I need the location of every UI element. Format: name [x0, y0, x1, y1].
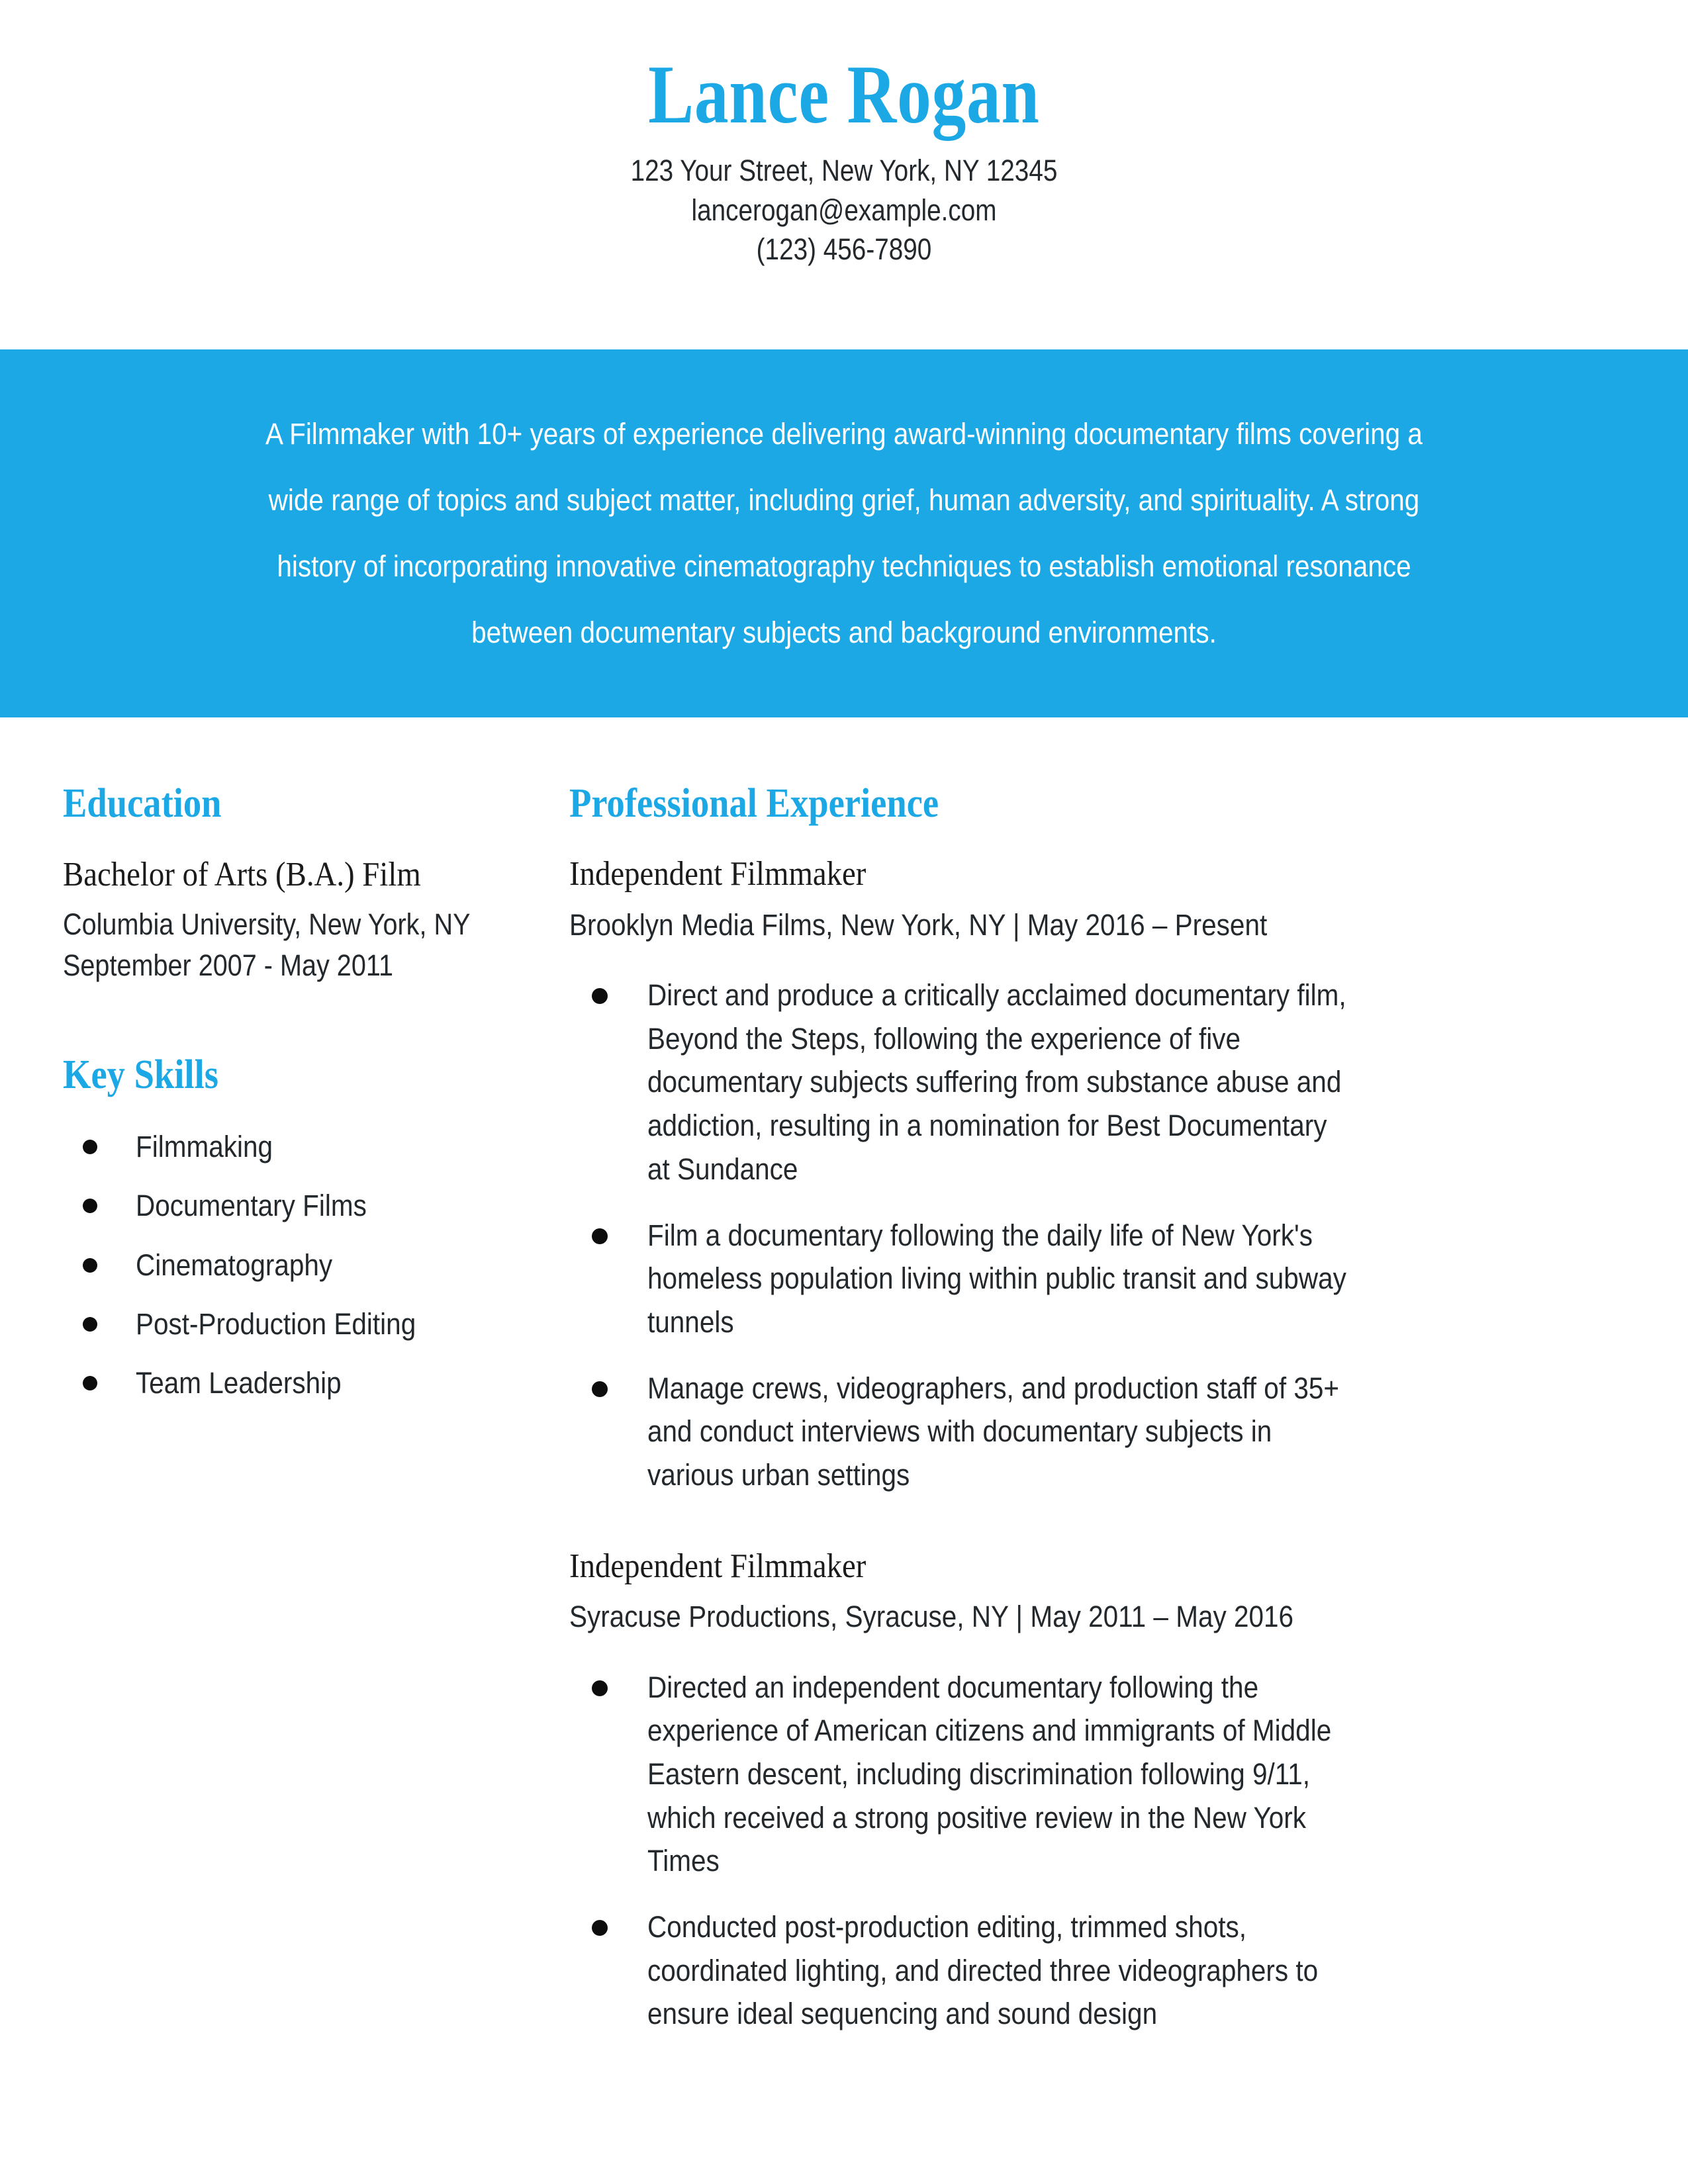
education-degree: Bachelor of Arts (B.A.) Film [63, 856, 421, 894]
list-item [63, 1125, 569, 1168]
education-school: Columbia University, New York, NY [63, 907, 471, 941]
list-item [569, 1666, 1430, 1883]
key-skills-section [63, 1052, 569, 1404]
education-entry [63, 854, 569, 986]
list-item [63, 1184, 569, 1227]
list-item [569, 1214, 1430, 1344]
resume-header [0, 0, 1688, 269]
bullet-dot-icon [592, 1680, 608, 1696]
job-bullet-text: Manage crews, videographers, and production staff of 35+ and conduct interviews with documentary subjects in various urban settings [647, 1371, 1340, 1492]
skill-label: Team Leadership [136, 1366, 342, 1400]
education-section [63, 781, 569, 986]
skill-label: Filmmaking [136, 1130, 273, 1163]
list-item [63, 1361, 569, 1404]
list-item [569, 974, 1430, 1191]
contact-block [0, 151, 1688, 269]
skill-label: Post-Production Editing [136, 1306, 416, 1341]
summary-text: A Filmmaker with 10+ years of experience delivering award-winning documentary films covering a wide range of topics and subject matter, including grief, human adversity, and spirituality. A strong history of incorporating innovative cinematography techniques to establish emotional resonance between documentary subjects and background environments. [265, 417, 1423, 649]
job-meta: Brooklyn Media Films, New York, NY | May 2016 – Present [569, 907, 1268, 942]
job-bullet-list [569, 1666, 1430, 2036]
experience-job [569, 1546, 1430, 2036]
bullet-dot-icon [83, 1140, 97, 1154]
bullet-dot-icon [83, 1199, 97, 1213]
list-item [569, 1367, 1430, 1497]
contact-email[interactable]: lancerogan@example.com [691, 193, 997, 227]
left-column [0, 781, 569, 1420]
right-column [569, 781, 1602, 2085]
education-heading: Education [63, 781, 222, 826]
key-skills-heading: Key Skills [63, 1052, 218, 1097]
contact-address: 123 Your Street, New York, NY 12345 [630, 154, 1058, 188]
contact-phone[interactable]: (123) 456-7890 [756, 232, 932, 267]
skill-label: Documentary Films [136, 1189, 367, 1223]
bullet-dot-icon [83, 1258, 97, 1273]
key-skills-list [63, 1125, 569, 1404]
education-dates: September 2007 - May 2011 [63, 948, 393, 982]
job-title: Independent Filmmaker [569, 1547, 867, 1585]
job-bullet-text: Film a documentary following the daily life of New York's homeless population living within public transit and subway tunnels [647, 1218, 1346, 1339]
experience-job [569, 854, 1430, 1496]
bullet-dot-icon [83, 1317, 97, 1332]
bullet-dot-icon [83, 1376, 97, 1390]
job-bullet-list [569, 974, 1430, 1497]
bullet-dot-icon [592, 988, 608, 1004]
summary-band [0, 349, 1688, 717]
job-bullet-text: Conducted post-production editing, trimmed shots, coordinated lighting, and directed three videographers to ensure ideal sequencing and sound design [647, 1909, 1319, 2031]
job-bullet-text: Directed an independent documentary following the experience of American citizens and immigrants of Middle Eastern descent, including discrimination following 9/11, which received a strong positive review in the New York Times [647, 1670, 1332, 1878]
job-title: Independent Filmmaker [569, 855, 867, 893]
bullet-dot-icon [592, 1228, 608, 1244]
page-title: Lance Rogan [648, 49, 1040, 141]
list-item [63, 1302, 569, 1345]
list-item [569, 1905, 1430, 2036]
experience-heading: Professional Experience [569, 781, 939, 826]
bullet-dot-icon [592, 1920, 608, 1936]
list-item [63, 1244, 569, 1287]
resume-body [0, 781, 1688, 2085]
bullet-dot-icon [592, 1381, 608, 1397]
skill-label: Cinematography [136, 1248, 333, 1282]
job-meta: Syracuse Productions, Syracuse, NY | May 2011 – May 2016 [569, 1600, 1294, 1634]
job-bullet-text: Direct and produce a critically acclaimed documentary film, Beyond the Steps, following the experience of five documentary subjects suffering from substance abuse and addiction, resulting in a nomination for Best Documentary at Sundance [647, 978, 1346, 1186]
